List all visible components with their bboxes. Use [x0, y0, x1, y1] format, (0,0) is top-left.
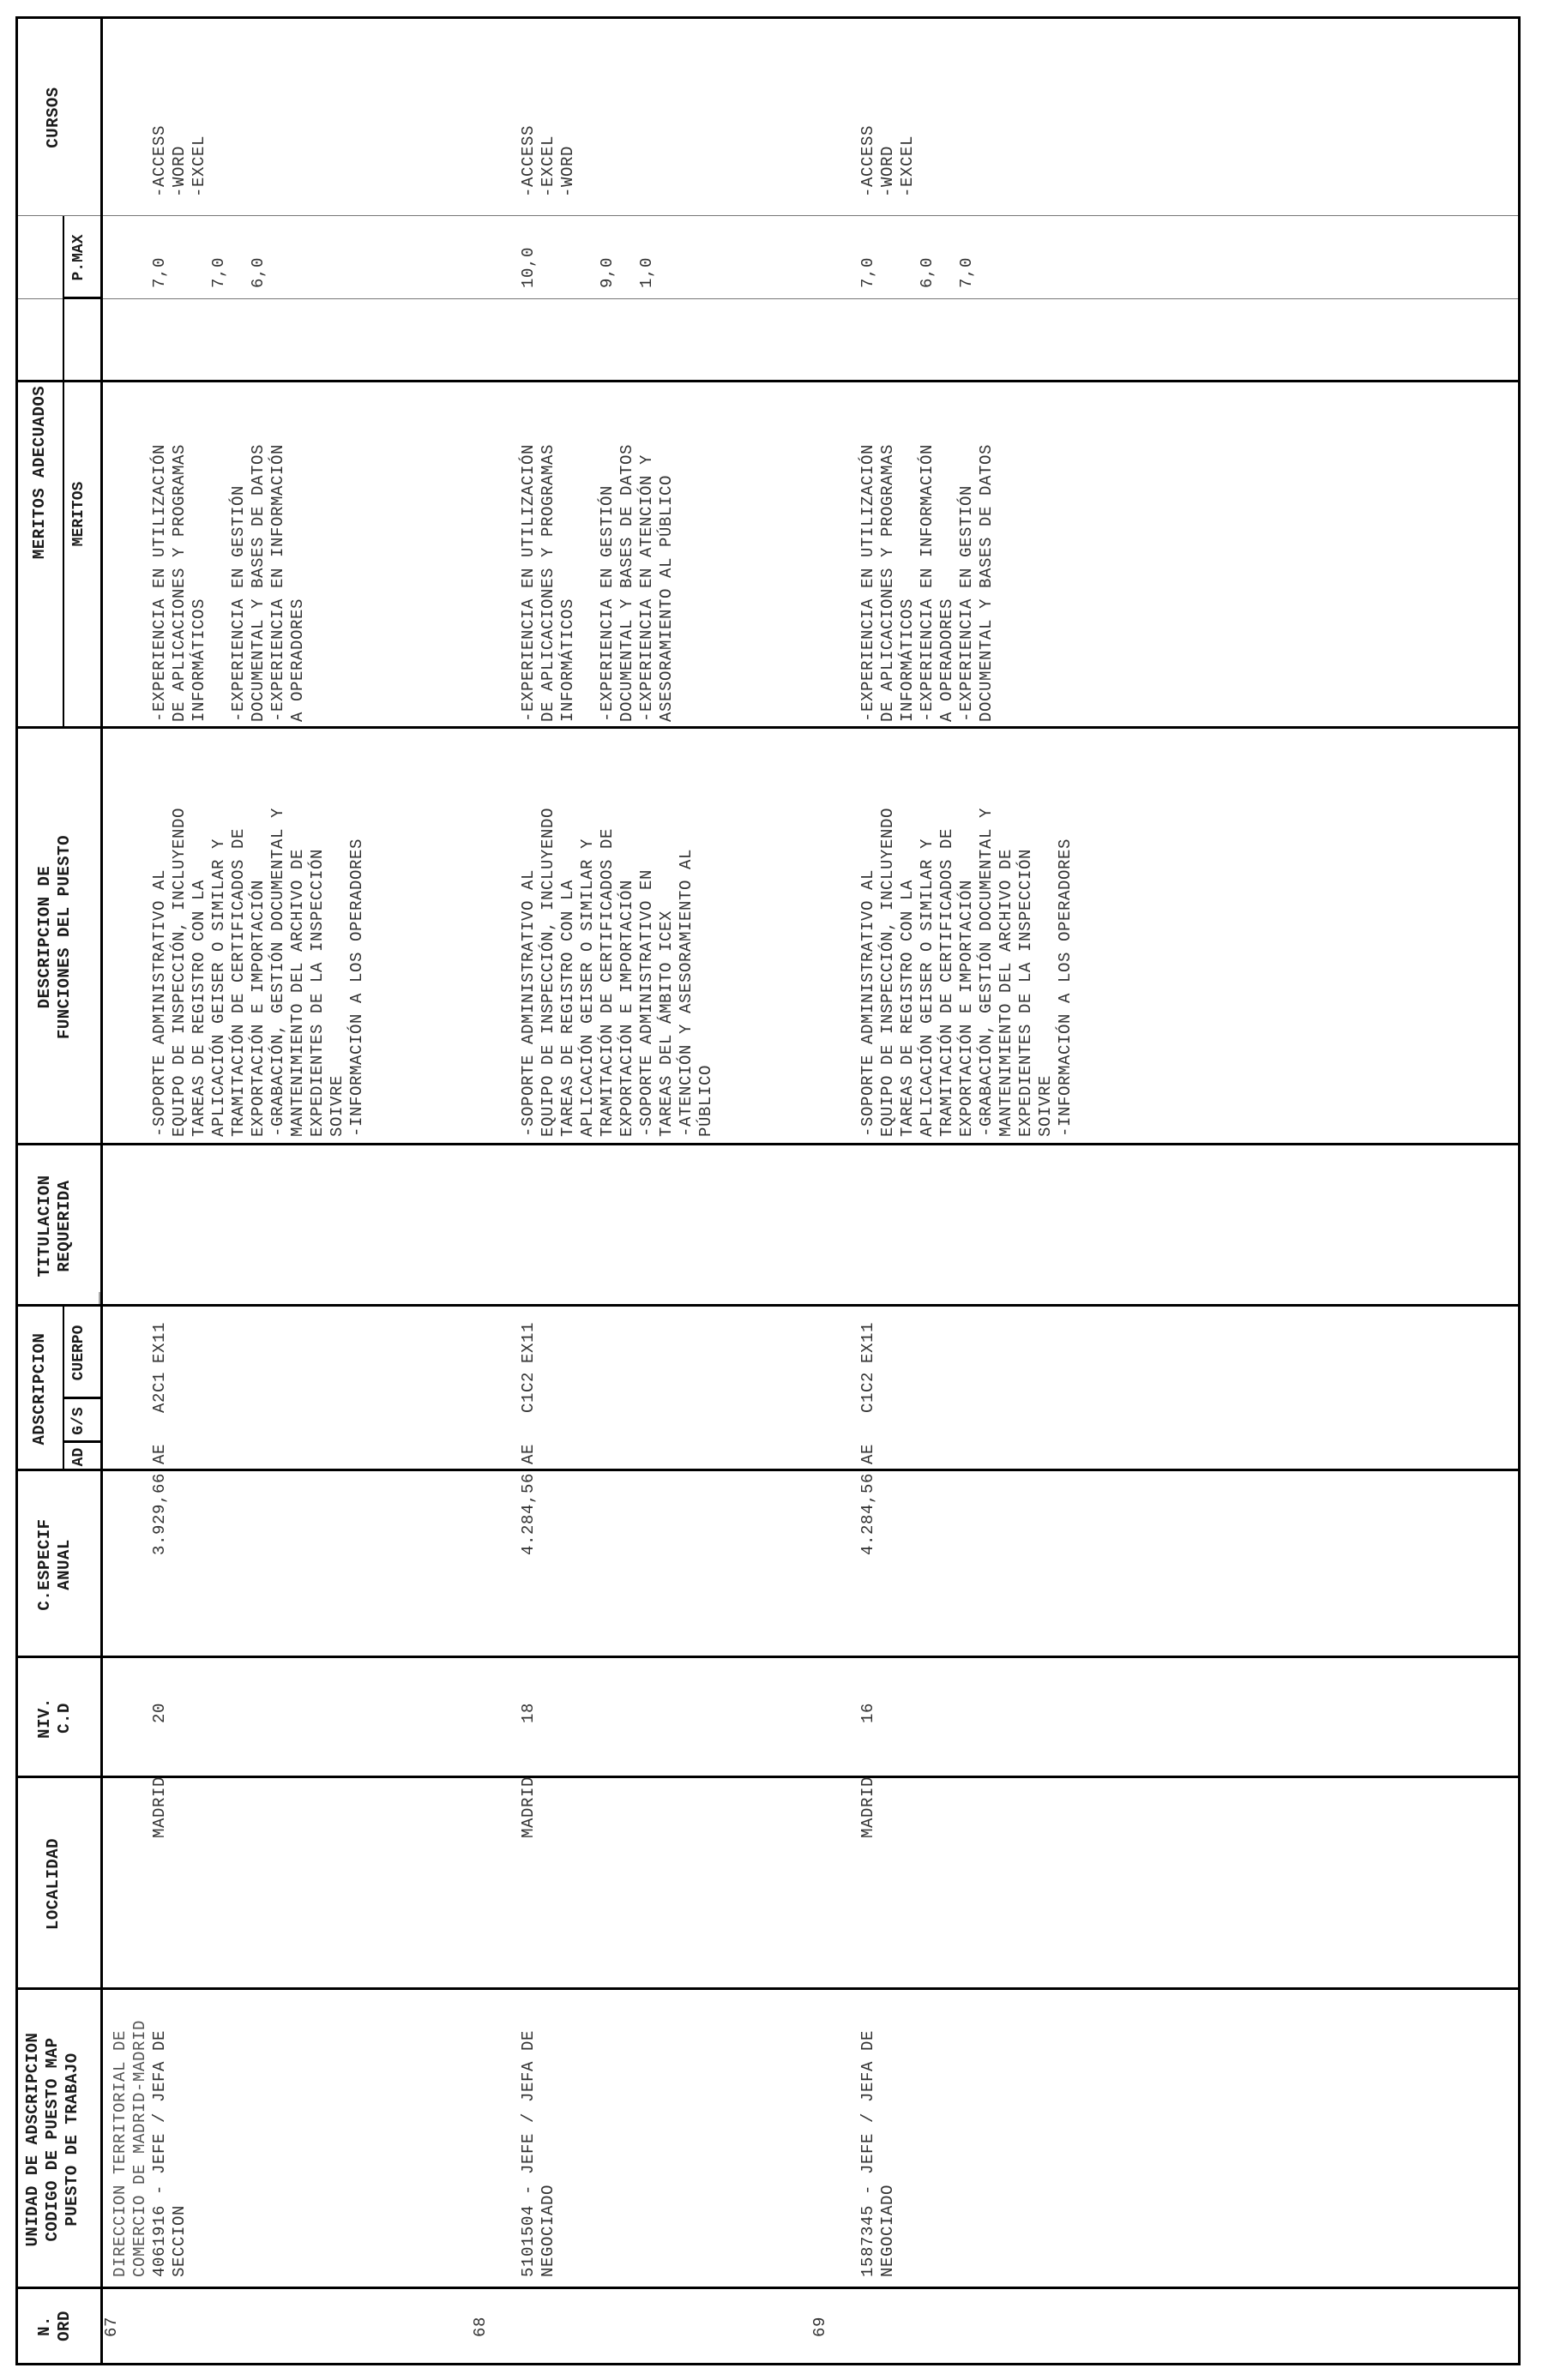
- subheader-rule: [63, 1307, 64, 1471]
- row-localidad: MADRID: [519, 1776, 538, 1838]
- row-localidad: MADRID: [150, 1776, 169, 1838]
- row-puesto: 5101504 - JEFE / JEFA DE NEGOCIADO: [519, 2029, 557, 2277]
- row-especif: 4.284,56: [519, 1472, 538, 1555]
- header-cuerpo: CUERPO: [70, 1325, 87, 1381]
- col-sep: [18, 1143, 1518, 1145]
- row-meritos: -EXPERIENCIA EN UTILIZACIÓN DE APLICACIONES Y PROGRAMAS INFORMÁTICOS -EXPERIENCIA EN INFORMACIÓN A OPERADORES -EXPERIENCIA EN GESTIÓN DOCUMENTAL Y BASES DE DATOS: [858, 443, 996, 722]
- row-cuerpo: EX11: [150, 1321, 169, 1363]
- col-sep: [18, 1304, 1518, 1307]
- row-ad: AE: [150, 1443, 169, 1464]
- header-n-ord: N. ORD: [35, 2311, 74, 2341]
- header-ad: AD: [70, 1447, 87, 1467]
- row-pmax: 7,0 6,0 7,0: [858, 256, 976, 288]
- row-ord: 67: [102, 2316, 121, 2337]
- row-localidad: MADRID: [858, 1776, 877, 1838]
- row-pmax: 7,0 7,0 6,0: [150, 256, 268, 288]
- row-descripcion: -SOPORTE ADMINISTRATIVO AL EQUIPO DE INSPECCIÓN, INCLUYENDO TAREAS DE REGISTRO CON LA APLICACIÓN GEISER O SIMILAR Y TRAMITACIÓN DE CERTIFICADOS DE EXPORTACIÓN E IMPORTACIÓN -GRABACIÓN, GESTIÓN DOCUMENTAL Y MANTENIMIENTO DEL ARCHIVO DE EXPEDIENTES DE LA INSPECCIÓN SOIVRE -INFORMACIÓN A LOS OPERADORES: [150, 807, 366, 1137]
- header-adscripcion: ADSCRIPCION: [30, 1332, 49, 1445]
- header-descripcion: DESCRIPCION DE FUNCIONES DEL PUESTO: [35, 834, 74, 1040]
- row-nivel: 20: [150, 1702, 169, 1723]
- row-cuerpo: EX11: [858, 1321, 877, 1363]
- row-puesto: 4061916 - JEFE / JEFA DE SECCION: [150, 2029, 189, 2277]
- row-cursos: -ACCESS -EXCEL -WORD: [519, 124, 577, 197]
- row-gs: A2C1: [150, 1371, 169, 1413]
- row-ad: AE: [858, 1443, 877, 1464]
- row-descripcion: -SOPORTE ADMINISTRATIVO AL EQUIPO DE INSPECCIÓN, INCLUYENDO TAREAS DE REGISTRO CON LA APLICACIÓN GEISER O SIMILAR Y TRAMITACIÓN DE CERTIFICADOS DE EXPORTACIÓN E IMPORTACIÓN -GRABACIÓN, GESTIÓN DOCUMENTAL Y MANTENIMIENTO DEL ARCHIVO DE EXPEDIENTES DE LA INSPECCIÓN SOIVRE -INFORMACIÓN A LOS OPERADORES: [858, 807, 1075, 1137]
- header-unidad: UNIDAD DE ADSCRIPCION CODIGO DE PUESTO MAP PUESTO DE TRABAJO: [23, 2032, 81, 2247]
- header-rule: [100, 19, 103, 2363]
- header-especif: C.ESPECIF ANUAL: [35, 1518, 74, 1611]
- col-sep: [18, 1987, 1518, 1990]
- row-nivel: 18: [519, 1702, 538, 1723]
- col-sep: [18, 726, 1518, 729]
- unit-heading: DIRECCION TERRITORIAL DE COMERCIO DE MADRID-MADRID: [111, 2019, 149, 2277]
- row-descripcion: -SOPORTE ADMINISTRATIVO AL EQUIPO DE INSPECCIÓN, INCLUYENDO TAREAS DE REGISTRO CON LA APLICACIÓN GEISER O SIMILAR Y TRAMITACIÓN DE CERTIFICADOS DE EXPORTACIÓN E IMPORTACIÓN -SOPORTE ADMINISTRATIVO EN TAREAS DEL ÁMBITO ICEX -ATENCIÓN Y ASESORAMIENTO AL PÚBLICO: [519, 807, 715, 1137]
- col-sep: [18, 2287, 1518, 2289]
- row-gs: C1C2: [858, 1371, 877, 1413]
- row-nivel: 16: [858, 1702, 877, 1723]
- row-cursos: -ACCESS -WORD -EXCEL: [150, 124, 208, 197]
- col-sep-thin: [18, 298, 1518, 299]
- col-sep: [18, 1656, 1518, 1658]
- header-meritos-adecuados: MERITOS ADECUADOS: [30, 385, 49, 560]
- col-sep: [18, 1776, 1518, 1778]
- row-pmax: 10,0 9,0 1,0: [519, 246, 656, 288]
- header-gs: G/S: [70, 1407, 87, 1435]
- header-localidad: LOCALIDAD: [44, 1837, 63, 1931]
- row-puesto: 1587345 - JEFE / JEFA DE NEGOCIADO: [858, 2029, 897, 2277]
- row-meritos: -EXPERIENCIA EN UTILIZACIÓN DE APLICACIONES Y PROGRAMAS INFORMÁTICOS -EXPERIENCIA EN GESTIÓN DOCUMENTAL Y BASES DE DATOS -EXPERIENCIA EN ATENCIÓN Y ASESORAMIENTO AL PÚBLICO: [519, 443, 676, 722]
- row-ad: AE: [519, 1443, 538, 1464]
- header-nivel: NIV. C.D: [35, 1698, 74, 1739]
- row-meritos: -EXPERIENCIA EN UTILIZACIÓN DE APLICACIONES Y PROGRAMAS INFORMÁTICOS -EXPERIENCIA EN GESTIÓN DOCUMENTAL Y BASES DE DATOS -EXPERIENCIA EN INFORMACIÓN A OPERADORES: [150, 443, 307, 722]
- col-sep-thin: [18, 215, 1518, 216]
- row-ord: 69: [810, 2316, 829, 2337]
- row-gs: C1C2: [519, 1371, 538, 1413]
- row-cursos: -ACCESS -WORD -EXCEL: [858, 124, 917, 197]
- row-ord: 68: [471, 2316, 490, 2337]
- positions-table: [15, 16, 1521, 2365]
- col-sep: [18, 1469, 1518, 1471]
- header-pmax: P.MAX: [70, 234, 87, 281]
- subheader-rule: [63, 216, 64, 729]
- header-cursos: CURSOS: [44, 87, 63, 148]
- row-especif: 3.929,66: [150, 1472, 169, 1555]
- header-meritos: MERITOS: [70, 481, 87, 547]
- row-especif: 4.284,56: [858, 1472, 877, 1555]
- header-titulacion: TITULACION REQUERIDA: [35, 1175, 74, 1277]
- scan-mark: [99, 1292, 100, 1304]
- col-sep: [18, 380, 1518, 382]
- row-cuerpo: EX11: [519, 1321, 538, 1363]
